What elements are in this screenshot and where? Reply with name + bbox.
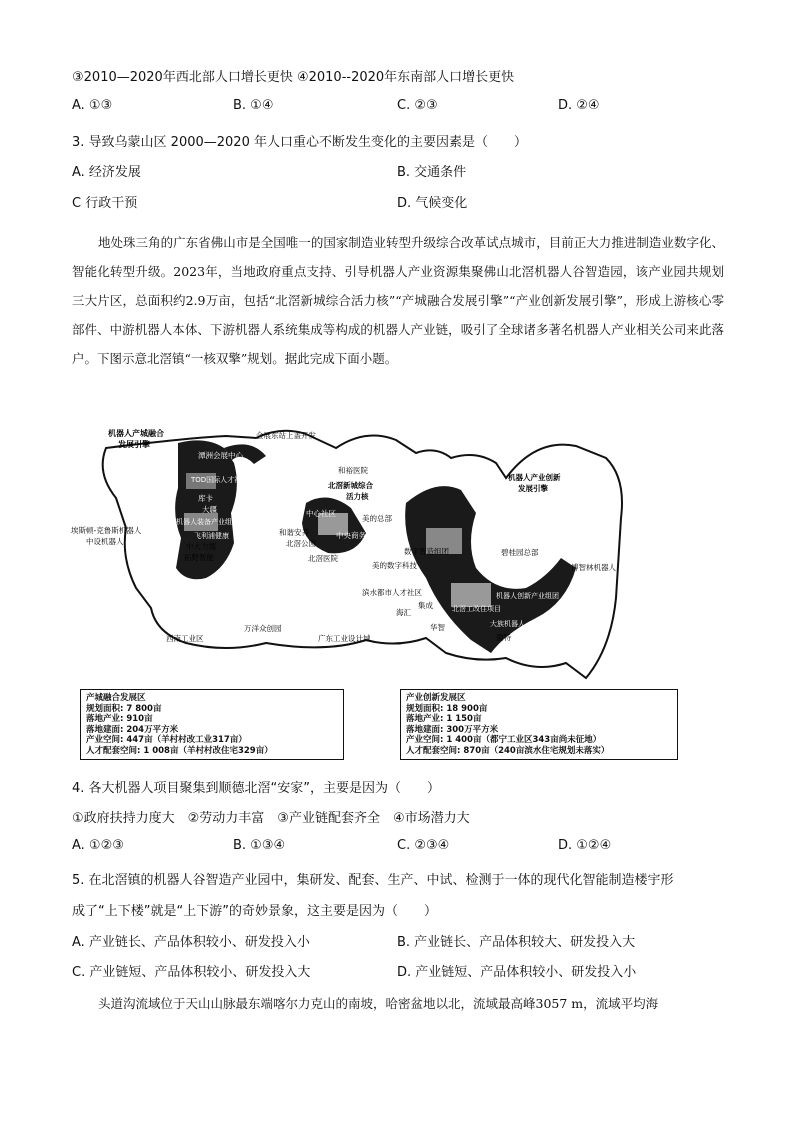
next-passage: 头道沟流域位于天山山脉最东端喀尔力克山的南坡，哈密盆地以北，流域最高峰3057 m，流域平均海 (98, 996, 659, 1011)
q5-stem-line-2: 成了“上下楼”就是“上下游”的奇妙景象，这主要是因为（ ） (72, 904, 437, 919)
q3-choice-a: A. 经济发展 (72, 165, 141, 180)
info-box-left-line-5: 人才配套空间: 1 008亩（羊村村改住宅329亩） (86, 745, 273, 756)
label-p26: 集成 (418, 601, 433, 610)
label-west-engine-1: 机器人产城融合 (108, 429, 164, 438)
passage (72, 228, 724, 373)
label-p5: 大疆 (202, 505, 217, 514)
label-p15: 和谐安养 (279, 528, 309, 537)
q5-choice-d: D. 产业链短、产品体积较小、研发投入小 (397, 965, 637, 980)
label-core-1: 北滘新城综合 (328, 481, 373, 490)
q3-choice-c: C 行政干预 (72, 196, 138, 211)
label-east-engine-2: 发展引擎 (518, 484, 548, 493)
label-p6: 机器人装备产业组团 (176, 518, 239, 526)
label-p12: 和裕医院 (338, 466, 368, 475)
info-box-left-title: 产城融合发展区 (86, 693, 146, 703)
q4-stem: 4. 各大机器人项目聚集到顺德北滘“安家”，主要是因为（ ） (72, 781, 441, 796)
passage-text: 地处珠三角的广东省佛山市是全国唯一的国家制造业转型升级综合改革试点城市，目前正大力推进制造业数字化、智能化转型升级。2023年，当地政府重点支持、引导机器人产业资源集聚佛山北滘机器人谷智造园，该产业园共规划三大片区，总面积约2.9万亩，包括“北滘新城综合活力核”“产城融合发展引擎”“产业创新发展引擎”，形成上游核心零部件、中游机器人本体、下游机器人系统集成等构成的机器人产业链，吸引了全球诸多著名机器人产业相关公司来此落户。下图示意北滘镇“一核双擎”规划。据此完成下面小题。 (72, 235, 724, 366)
label-p19: 美的数字科技 (372, 561, 417, 570)
label-p11: 拓野智能 (184, 553, 214, 562)
q3-choice-b: B. 交通条件 (397, 165, 467, 180)
info-box-left-line-2: 落地产业: 910亩 (86, 714, 153, 724)
q2-options-line: ③2010—2020年西北部人口增长更快 ④2010--2020年东南部人口增长更快 (72, 70, 515, 85)
q4-choice-b: B. ①③④ (233, 838, 286, 853)
label-east-engine-1: 机器人产业创新 (508, 473, 561, 482)
label-p27: 北滘工改住项目 (452, 605, 501, 613)
label-p32: 万洋众创园 (244, 624, 282, 633)
info-box-left (80, 689, 344, 760)
info-box-right-line-3: 落地建面: 300万平方米 (406, 724, 499, 735)
info-box-right (400, 689, 678, 760)
info-box-right-line-1: 规划面积: 18 900亩 (406, 703, 488, 714)
q2-choice-d: D. ②④ (558, 98, 600, 113)
info-box-left-line-3: 落地建面: 204万平方米 (86, 724, 179, 735)
info-box-left-line-1: 规划面积: 7 800亩 (86, 703, 162, 714)
label-p24: 机器人创新产业组团 (496, 592, 559, 600)
label-p13: 中心社区 (306, 509, 336, 518)
info-box-right-line-2: 落地产业: 1 150亩 (406, 714, 482, 724)
label-west-engine-2: 发展引擎 (118, 440, 150, 449)
label-p1: 潭洲会展中心 (198, 451, 243, 460)
q5-choice-c: C. 产业链短、产品体积较小、研发投入大 (72, 965, 311, 980)
label-p20: 数字智造组团 (404, 547, 449, 556)
label-p8: 中设机器人 (86, 537, 124, 546)
label-p2: 会展东站上盖开发 (256, 431, 316, 440)
label-p16: 北滘公园 (286, 539, 316, 548)
label-p21: 碧桂园总部 (501, 548, 539, 557)
label-p9: 飞利浦健康 (194, 532, 229, 540)
label-p33: 广东工业设计城 (318, 634, 371, 643)
label-p25: 海汇 (396, 608, 411, 617)
label-p22: 博智林机器人 (571, 563, 616, 572)
label-p4: 库卡 (198, 494, 213, 503)
label-p7: 埃斯顿-克鲁斯机器人 (71, 526, 142, 535)
q4-choice-a: A. ①②③ (72, 838, 124, 853)
q4-choice-c: C. ②③④ (397, 838, 450, 853)
label-p31: 西南工业区 (166, 634, 204, 643)
info-box-left-line-4: 产业空间: 447亩（羊村村改工业317亩） (86, 735, 247, 745)
label-p14: 美的总部 (362, 514, 392, 523)
q3-stem: 3. 导致乌蒙山区 2000—2020 年人口重心不断发生变化的主要因素是（ ） (72, 135, 527, 150)
q2-choice-b: B. ①④ (233, 98, 274, 113)
q3-choice-d: D. 气候变化 (397, 196, 468, 211)
q5-choice-b: B. 产业链长、产品体积较大、研发投入大 (397, 935, 636, 950)
info-box-right-title: 产业创新发展区 (406, 693, 466, 703)
q5-choice-a: A. 产业链长、产品体积较小、研发投入小 (72, 935, 310, 950)
label-p29: 大族机器人 (490, 620, 525, 628)
east-block-2 (451, 583, 491, 607)
info-box-right-line-4: 产业空间: 1 400亩（都宁工业区343亩尚未征地） (406, 735, 602, 745)
q5-stem-line-1: 5. 在北滘镇的机器人谷智造产业园中，集研发、配套、生产、中试、检测于一体的现代化智能制造楼宇形 (72, 873, 674, 888)
label-p30: 盈特 (496, 633, 511, 642)
label-p17: 中央商务区 (336, 531, 374, 540)
label-p3: TOD国际人才社区组团 (191, 476, 263, 484)
q2-choice-c: C. ②③ (397, 98, 438, 113)
label-p10: 中大力德 (186, 542, 216, 551)
q4-choice-d: D. ①②④ (558, 838, 612, 853)
q4-options: ①政府扶持力度大 ②劳动力丰富 ③产业链配套齐全 ④市场潜力大 (72, 811, 470, 826)
info-box-right-line-5: 人才配套空间: 870亩（240亩滨水住宅规划未落实） (406, 745, 610, 756)
label-p18: 北滘医院 (308, 554, 338, 563)
label-p28: 华智 (430, 623, 445, 632)
q2-choice-a: A. ①③ (72, 98, 113, 113)
label-core-2: 活力核 (346, 492, 369, 501)
label-p23: 滨水都市人才社区 (362, 588, 422, 597)
